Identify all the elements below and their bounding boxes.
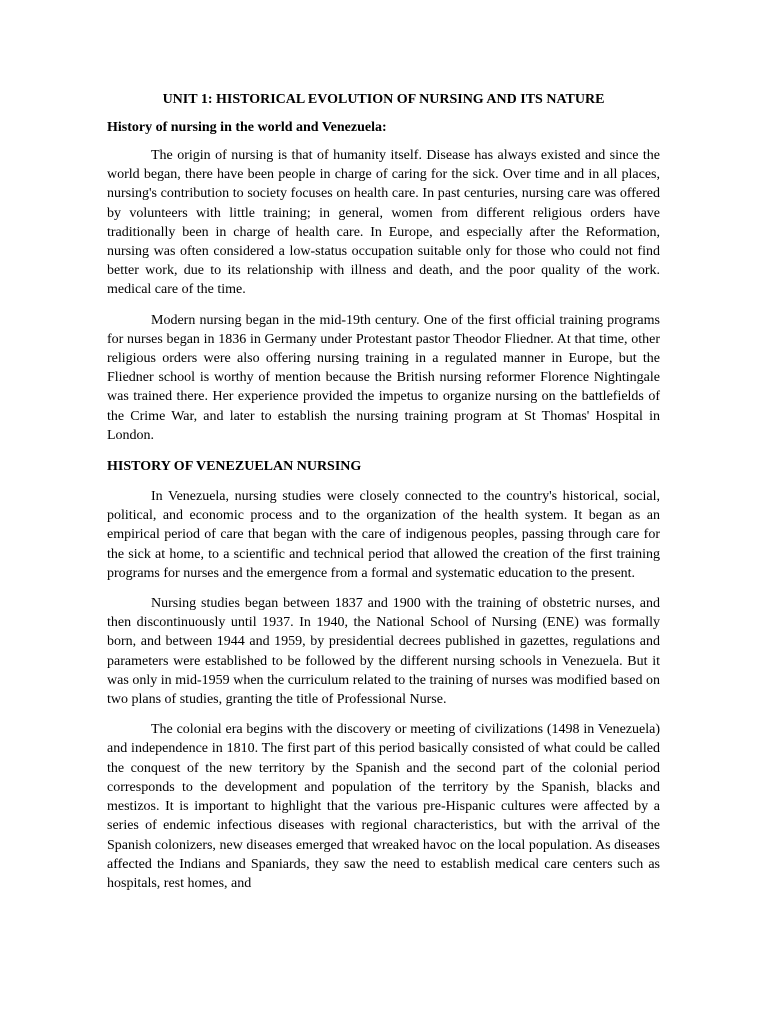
- paragraph-venezuela-studies: In Venezuela, nursing studies were closely connected to the country's historical, social, political, and economic process and to the organization of the health system. It began as an empirical period of care that began with the care of indigenous peoples, passing through care for the sick at home, to a scientific and technical period that allowed the creation of the first training programs for nurses and the emergence from a formal and systematic education to the present.: [107, 489, 660, 581]
- paragraph-nursing-timeline: Nursing studies began between 1837 and 1900 with the training of obstetric nurses, and then discontinuously until 1937. In 1940, the National School of Nursing (ENE) was formally born, and between 1944 and 1959, by presidential decrees published in gazettes, regulations and parameters were established to be followed by the different nursing schools in Venezuela. But it was only in mid-1959 when the curriculum related to the training of nurses was modified based on two plans of studies, granting the title of Professional Nurse.: [107, 596, 660, 708]
- venezuelan-nursing-heading: HISTORY OF VENEZUELAN NURSING: [107, 459, 362, 475]
- unit-title: UNIT 1: HISTORICAL EVOLUTION OF NURSING AND ITS NATURE: [162, 92, 605, 107]
- paragraph-origin-of-nursing: The origin of nursing is that of humanity itself. Disease has always existed and since the world began, there have been people in charge of caring for the sick. Over time and in all places, nursing's contribution to society focuses on health care. In past centuries, nursing care was offered by volunteers with little training; in general, women from different religious orders have traditionally been in charge of health care. In Europe, and especially after the Reformation, nursing was often considered a low-status occupation suitable only for those who could not find better work, due to its relationship with illness and death, and the poor quality of the work. medical care of the time.: [107, 148, 660, 298]
- paragraph-colonial-era: The colonial era begins with the discovery or meeting of civilizations (1498 in Venezuela) and independence in 1810. The first part of this period basically consisted of what could be called the conquest of the new territory by the Spanish and the second part of the colonial period corresponds to the development and population of the territory by the Spanish, blacks and mestizos. It is important to highlight that the various pre-Hispanic cultures were affected by a series of endemic infectious diseases with regional characteristics, but with the arrival of the Spanish colonizers, new diseases emerged that wreaked havoc on the local population. As diseases affected the Indians and Spaniards, they saw the need to establish medical care centers such as hospitals, rest homes, and: [107, 722, 660, 891]
- world-history-heading: History of nursing in the world and Venezuela:: [107, 120, 387, 135]
- document-page: [107, 90, 660, 904]
- paragraph-modern-nursing: Modern nursing began in the mid-19th century. One of the first official training programs for nurses began in 1836 in Germany under Protestant pastor Theodor Fliedner. At that time, other religious orders were also offering nursing training in a regulated manner in Europe, but the Fliedner school is worthy of mention because the British nursing reformer Florence Nightingale was trained there. Her experience provided the impetus to organize nursing on the battlefields of the Crime War, and later to establish the nursing training program at St Thomas' Hospital in London.: [107, 312, 660, 443]
